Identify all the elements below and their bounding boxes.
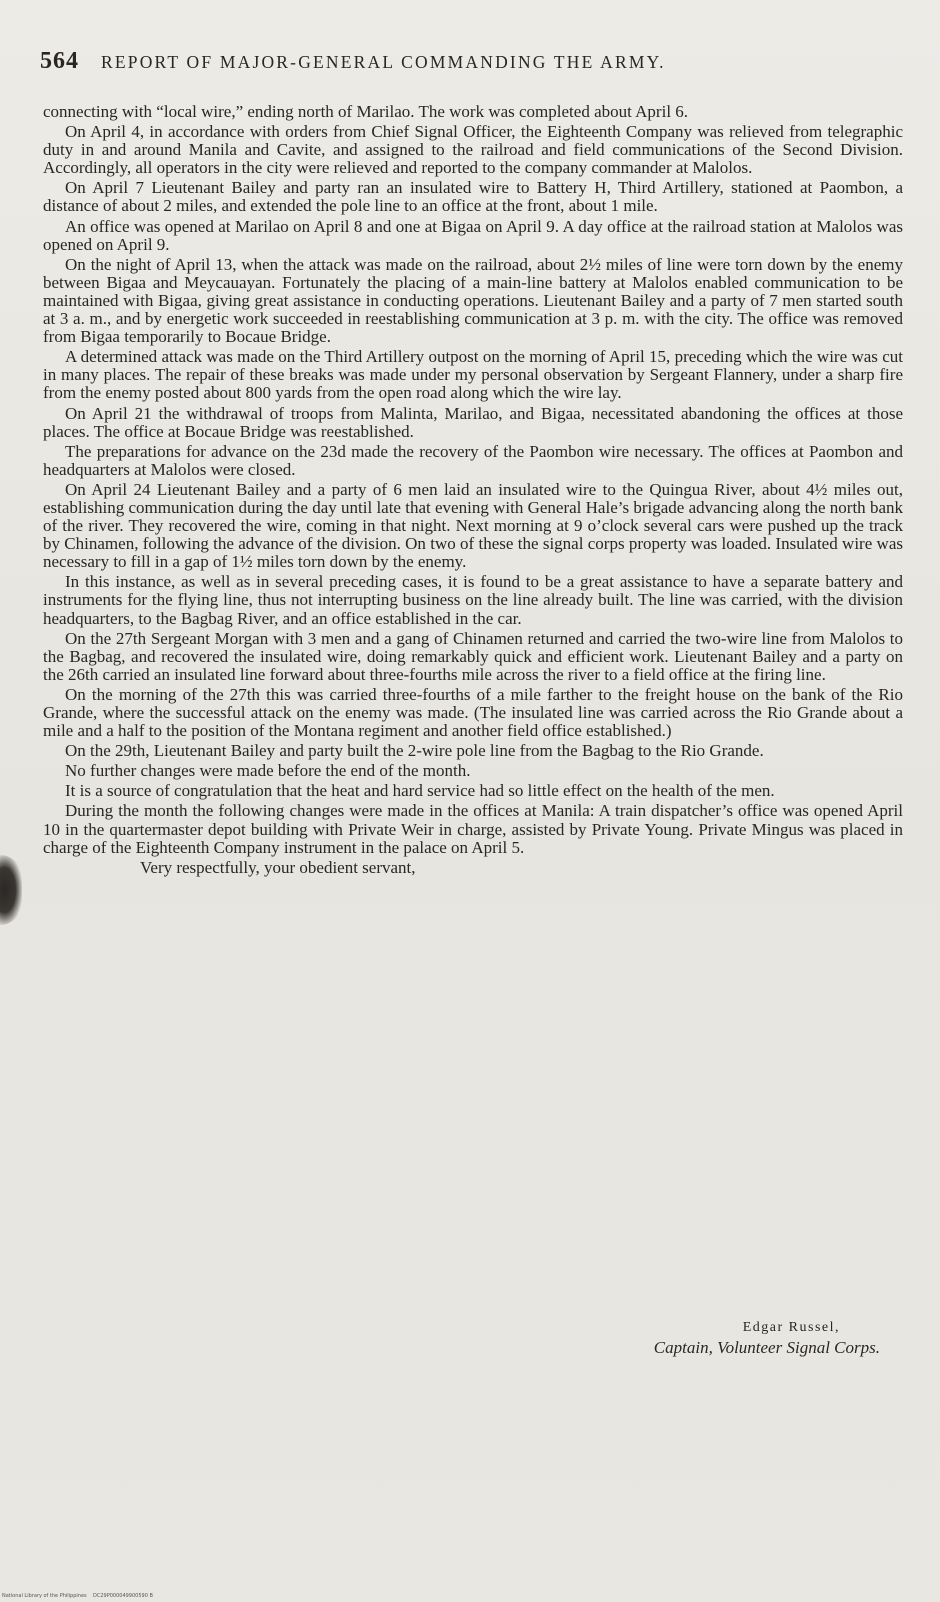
signatory-title: Captain, Volunteer Signal Corps.	[653, 1338, 880, 1357]
page-header	[40, 48, 900, 82]
paragraph: connecting with “local wire,” ending north of Marilao. The work was completed about April 6.	[43, 102, 689, 121]
paragraph: On the 29th, Lieutenant Bailey and party built the 2-wire pole line from the Bagbag to the Rio Grande.	[65, 741, 764, 761]
page-number: 564	[40, 48, 79, 74]
margin-smudge	[0, 855, 22, 925]
paragraph: On the night of April 13, when the attack was made on the railroad, about 2½ miles of line were torn down by the enemy between Bigaa and Meycauayan. Fortunately the placing of a main-line battery at Malolos enabled communication to be maintained with Bigaa, giving great assistance in conducting operations. Lieutenant Bailey and a party of 7 men started south at 3 a. m., and by energetic work succeeded in reestablishing communication at 3 p. m. with the city. The office was removed from Bigaa temporarily to Bocaue Bridge.	[43, 254, 903, 347]
report-body	[43, 103, 903, 879]
paragraph: On April 24 Lieutenant Bailey and a party of 6 men laid an insulated wire to the Quingua River, about 4½ miles out, establishing communication during the day until late that evening with General Hale’s brigade advancing along the north bank of the river. They recovered the wire, coming in that night. Next morning at 9 o’clock several cars were pushed up the track by Chinamen, following the advance of the division. On two of these the signal corps property was loaded. Insulated wire was necessary to fill in a gap of 1½ miles torn down by the enemy.	[43, 479, 903, 572]
paragraph: No further changes were made before the end of the month.	[65, 761, 471, 781]
paragraph: On April 4, in accordance with orders from Chief Signal Officer, the Eighteenth Company was relieved from telegraphic duty in and around Manila and Cavite, and assigned to the railroad and field communications of the Second Division. Accordingly, all operators in the city were relieved and reported to the company commander at Malolos.	[43, 122, 903, 178]
paragraph: An office was opened at Marilao on April 8 and one at Bigaa on April 9. A day office at the railroad station at Malolos was opened on April 9.	[43, 216, 903, 254]
signature-block	[654, 1318, 880, 1358]
running-title: REPORT OF MAJOR-GENERAL COMMANDING THE ARMY.	[101, 52, 666, 72]
paragraph: On the morning of the 27th this was carried three-fourths of a mile farther to the freight house on the bank of the Rio Grande, where the successful attack on the enemy was made. (The insulated line was carried across the Rio Grande about a mile and a half to the position of the Montana regiment and another field office established.)	[43, 684, 903, 741]
paragraph: On the 27th Sergeant Morgan with 3 men and a gang of Chinamen returned and carried the two-wire line from Malolos to the Bagbag, and recovered the insulated wire, doing remarkably quick and efficient work. Lieutenant Bailey and a party on the 26th carried an insulated line forward about three-fourths mile across the river to a field office at the firing line.	[43, 628, 903, 684]
paragraph: A determined attack was made on the Third Artillery outpost on the morning of April 15, preceding which the wire was cut in many places. The repair of these breaks was made under my personal observation by Sergeant Flannery, under a sharp fire from the enemy posted about 800 yards from the open road along which the wire lay.	[43, 347, 903, 403]
signatory-name: Edgar Russel,	[742, 1320, 840, 1335]
paragraph: In this instance, as well as in several preceding cases, it is found to be a great assistance to have a separate battery and instruments for the flying line, thus not interrupting business on the line already built. The line was carried, with the division headquarters, to the Bagbag River, and an office established in the car.	[43, 572, 903, 628]
scan-footer: National Library of the Philippines DC29P000049900590 B	[2, 1593, 153, 1599]
paragraph: On April 7 Lieutenant Bailey and party ran an insulated wire to Battery H, Third Artillery, stationed at Paombon, a distance of about 2 miles, and extended the pole line to an office at the front, about 1 mile.	[43, 178, 903, 216]
paragraph: The preparations for advance on the 23d made the recovery of the Paombon wire necessary. The offices at Paombon and headquarters at Malolos were closed.	[43, 441, 903, 479]
paragraph: During the month the following changes were made in the offices at Manila: A train dispatcher’s office was opened April 10 in the quartermaster depot building with Private Weir in charge, assisted by Private Young. Private Mingus was placed in charge of the Eighteenth Company instrument in the palace on April 5.	[43, 801, 903, 857]
paragraph: On April 21 the withdrawal of troops from Malinta, Marilao, and Bigaa, necessitated abandoning the offices at those places. The office at Bocaue Bridge was reestablished.	[43, 403, 903, 441]
closing-line: Very respectfully, your obedient servant,	[140, 857, 416, 877]
paragraph: It is a source of congratulation that the heat and hard service had so little effect on the health of the men.	[65, 781, 775, 801]
